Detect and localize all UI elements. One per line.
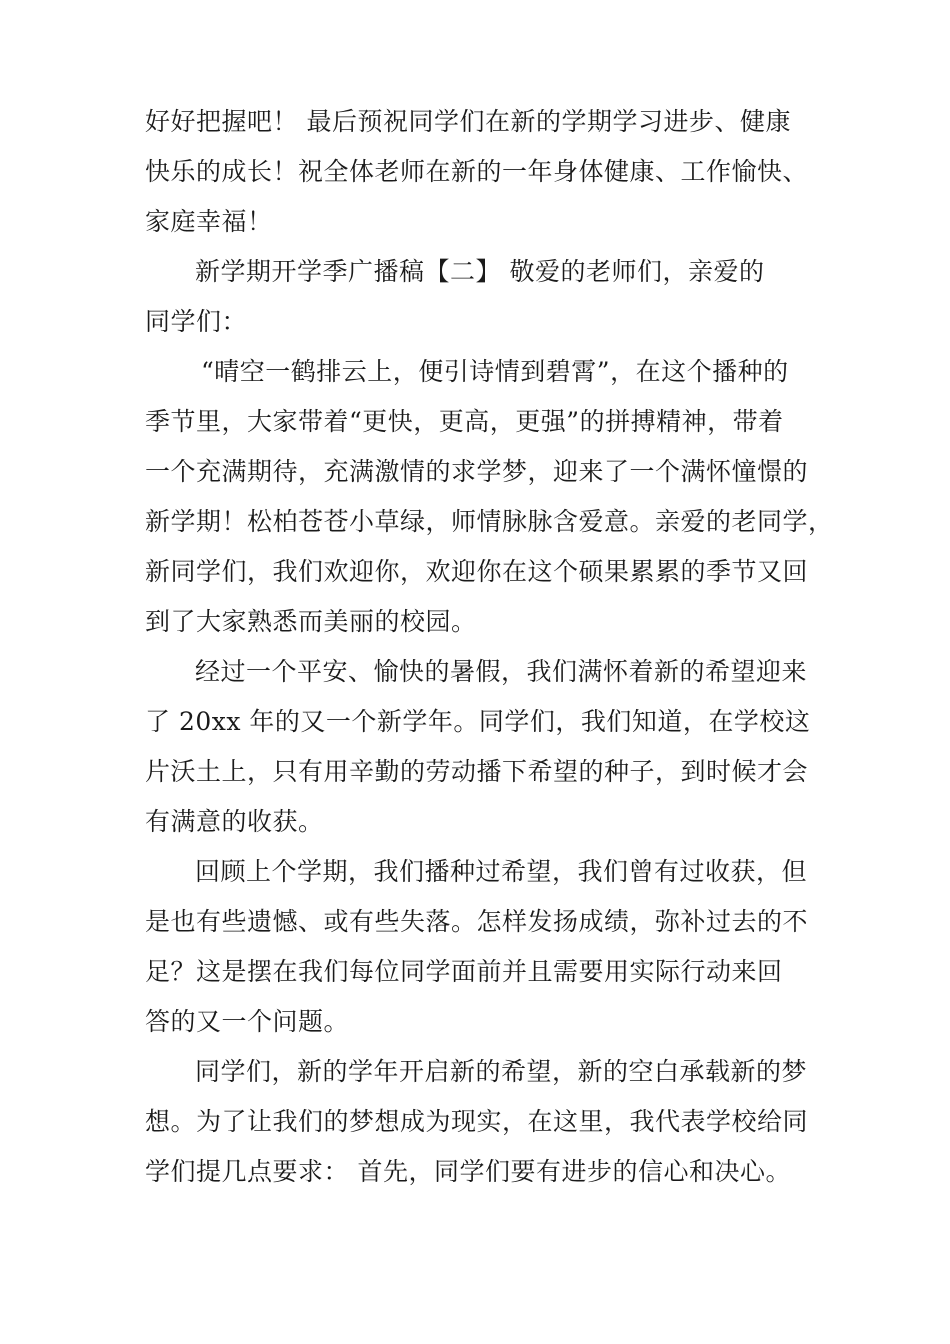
paragraph-poem-opening — [145, 347, 834, 647]
text-line: 足？这是摆在我们每位同学面前并且需要用实际行动来回 — [145, 957, 783, 986]
text-line: 经过一个平安、愉快的暑假，我们满怀着新的希望迎来 — [195, 657, 808, 686]
text-line: 家庭幸福！ — [145, 207, 273, 236]
paragraph-section-heading — [145, 247, 810, 347]
text-line: 季节里，大家带着“更快，更高，更强”的拼搏精神，带着 — [145, 407, 784, 436]
paragraph-summer-return — [145, 647, 810, 847]
text-line: 同学们： — [145, 307, 248, 336]
text-line: 新学期！松柏苍苍小草绿，师情脉脉含爱意。亲爱的老同学， — [145, 507, 834, 536]
text-line: 是也有些遗憾、或有些失落。怎样发扬成绩，弥补过去的不 — [145, 907, 809, 936]
text-line: 有满意的收获。 — [145, 807, 324, 836]
text-line: 了 20xx 年的又一个新学年。同学们，我们知道，在学校这 — [145, 707, 811, 736]
text-line: 一个充满期待，充满激情的求学梦，迎来了一个满怀憧憬的 — [145, 457, 809, 486]
text-line: 同学们，新的学年开启新的希望，新的空白承载新的梦 — [195, 1057, 808, 1086]
text-line: 回顾上个学期，我们播种过希望，我们曾有过收获，但 — [195, 857, 808, 886]
text-line: 新同学们，我们欢迎你，欢迎你在这个硕果累累的季节又回 — [145, 557, 809, 586]
text-line: 到了大家熟悉而美丽的校园。 — [145, 607, 477, 636]
paragraph-new-hopes — [145, 1047, 810, 1197]
text-line: 新学期开学季广播稿【二】 敬爱的老师们，亲爱的 — [195, 257, 765, 286]
paragraph-closing-wishes — [145, 97, 810, 247]
text-line: 学们提几点要求： 首先，同学们要有进步的信心和决心。 — [145, 1157, 791, 1186]
text-line: 快乐的成长！祝全体老师在新的一年身体健康、工作愉快、 — [145, 157, 809, 186]
document-body — [145, 97, 834, 1197]
text-line: 想。为了让我们的梦想成为现实，在这里，我代表学校给同 — [145, 1107, 809, 1136]
text-line: 片沃土上，只有用辛勤的劳动播下希望的种子，到时候才会 — [145, 757, 809, 786]
paragraph-review-last-term — [145, 847, 810, 1047]
text-line: 答的又一个问题。 — [145, 1007, 350, 1036]
text-line: “晴空一鹤排云上，便引诗情到碧霄”，在这个播种的 — [201, 357, 789, 386]
text-line: 好好把握吧！ 最后预祝同学们在新的学期学习进步、健康 — [145, 107, 791, 136]
